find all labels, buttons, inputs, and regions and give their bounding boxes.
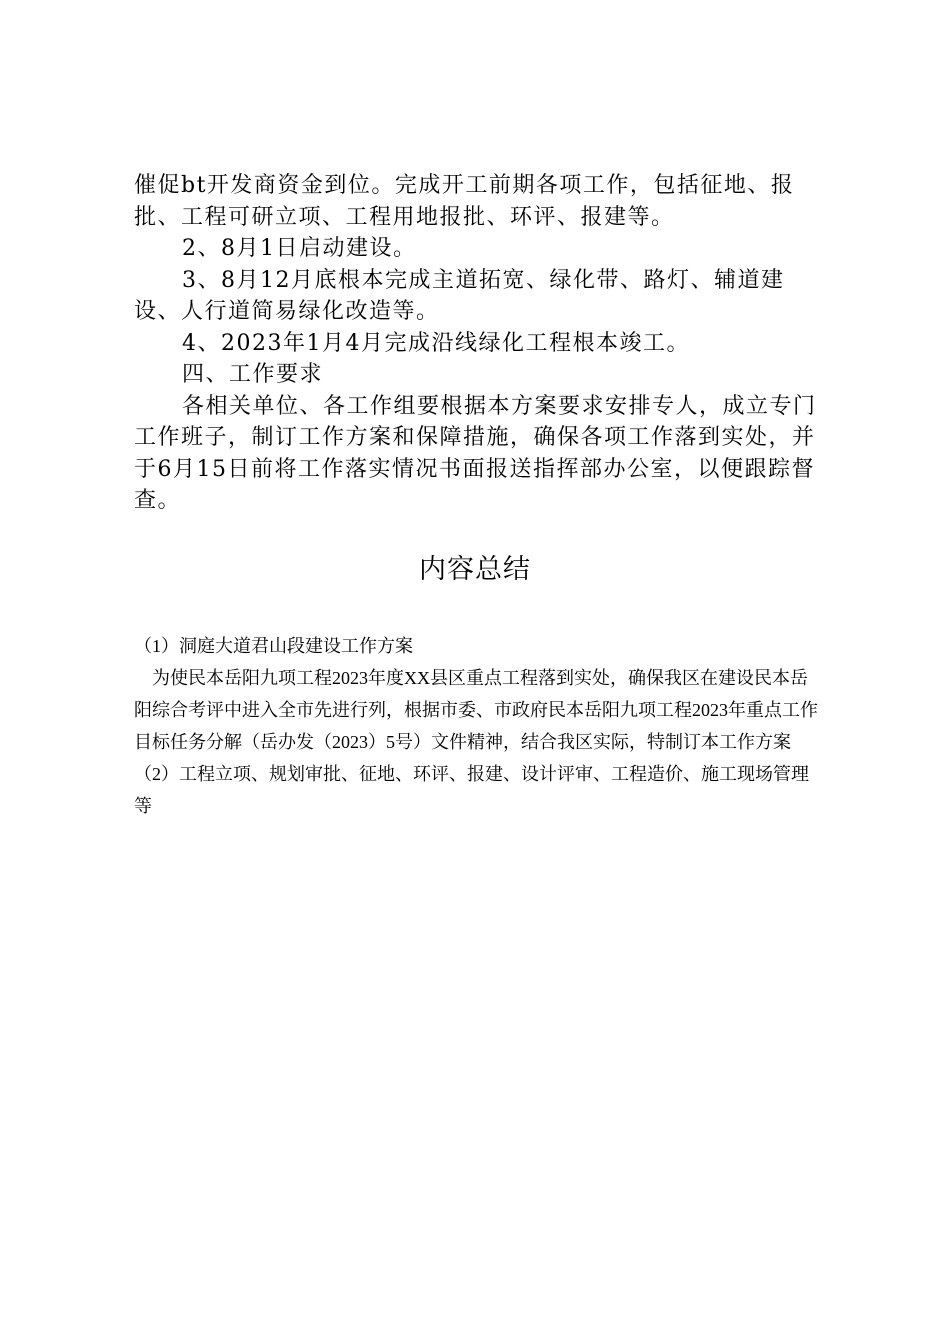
summary-item-1-heading: （1）洞庭大道君山段建设工作方案: [134, 636, 413, 656]
section-heading-work-requirements: 四、工作要求: [182, 362, 324, 387]
document-body: [134, 170, 824, 517]
summary-section: [134, 630, 824, 822]
paragraph-greening-completion: 4、2023年1月4月完成沿线绿化工程根本竣工。: [182, 330, 690, 356]
summary-item-2: （2）工程立项、规划审批、征地、环评、报建、设计评审、工程造价、施工现场管理等: [134, 764, 809, 816]
summary-title: 内容总结: [419, 554, 531, 585]
paragraph-main-road-works: 3、8月12月底根本完成主道拓宽、绿化带、路灯、辅道建设、人行道简易绿化改造等。: [134, 267, 785, 324]
paragraph-start-construction: 2、8月1日启动建设。: [182, 236, 417, 261]
summary-item-1-body: 为使民本岳阳九项工程2023年度XX县区重点工程落到实处，确保我区在建设民本岳阳综合考评中进入全市先进行列，根据市委、市政府民本岳阳九项工程2023年重点工作目标任务分解（岳办发（2023）5号）文件精神，结合我区实际，特制订本工作方案: [134, 668, 818, 752]
paragraph-preparation: 催促bt开发商资金到位。完成开工前期各项工作，包括征地、报批、工程可研立项、工程用地报批、环评、报建等。: [134, 173, 795, 230]
paragraph-work-requirements: 各相关单位、各工作组要根据本方案要求安排专人，成立专门工作班子，制订工作方案和保障措施，确保各项工作落到实处，并于6月15日前将工作落实情况书面报送指挥部办公室，以便跟踪督查。: [134, 393, 817, 513]
